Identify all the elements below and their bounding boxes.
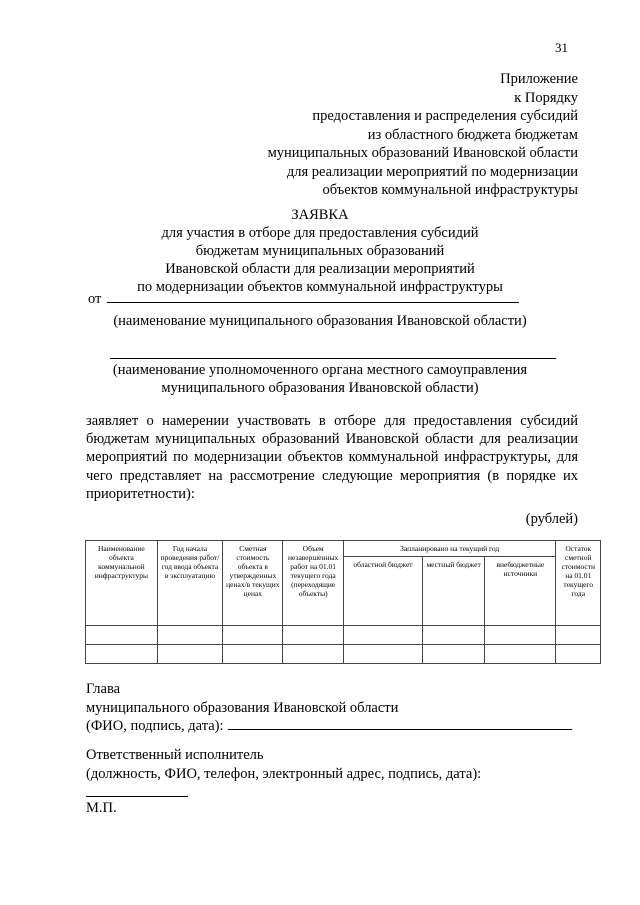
appendix-line: к Порядку [514,89,578,106]
appendix-line: Приложение [500,71,578,87]
header-local-budget: местный бюджет [423,557,485,626]
table-cell[interactable] [485,645,556,664]
table-header-row [86,541,601,557]
appendix-line: муниципальных образований Ивановской области [267,145,578,161]
application-body-text: заявляет о намерении участвовать в отборе для предоставления субсидий бюджетам муниципальных образований Ивановской области для реализации мероприятий по модернизации объектов коммунальной инфраструктуры, для чего представляет на рассмотрение следующие мероприятия (в порядке их приоритетности): [86,413,578,502]
head-municipality: муниципального образования Ивановской области [86,699,399,716]
header-regional-budget: областной бюджет [343,557,422,626]
table-cell[interactable] [223,626,283,645]
appendix-line: объектов коммунальной инфраструктуры [322,182,578,198]
table-cell[interactable] [343,626,422,645]
table-cell[interactable] [157,626,223,645]
measures-table [85,540,601,664]
from-field [88,291,558,308]
header-estimated-cost: Сметная стоимость объекта в утвержденных ценах/в текущих ценах [223,541,283,626]
responsible-title: Ответственный исполнитель [86,747,264,763]
header-start-year: Год начала проведения работ/год ввода объекта в эксплуатацию [157,541,223,626]
responsible-block [86,746,481,783]
table-cell[interactable] [86,626,158,645]
table-cell[interactable] [86,645,158,664]
organ-caption-line: (наименование уполномоченного органа местного самоуправления [112,362,528,378]
municipality-blank-line [107,292,519,303]
table-cell[interactable] [423,626,485,645]
organ-caption-line: муниципального образования Ивановской области) [161,380,479,396]
stamp-label: М.П. [86,800,117,816]
responsible-details-label: (должность, ФИО, телефон, электронный адрес, подпись, дата): [86,765,482,782]
table-cell[interactable] [283,645,344,664]
table-cell[interactable] [556,626,601,645]
table-cell[interactable] [343,645,422,664]
header-planned: Запланировано на текущий год [343,541,556,557]
responsible-signature-line[interactable] [86,796,188,797]
header-object-name: Наименование объекта коммунальной инфраструктуры [86,541,158,626]
table-cell[interactable] [157,645,223,664]
head-signature-line[interactable] [228,717,572,730]
head-signature-block [86,680,572,736]
head-signature-label: (ФИО, подпись, дата): [86,718,224,734]
table-cell[interactable] [556,645,601,664]
subtitle-line: для участия в отборе для предоставления субсидий [161,225,479,241]
appendix-line: предоставления и распределения субсидий [312,108,578,124]
table-row [86,645,601,664]
subtitle-line: Ивановской области для реализации мероприятий [165,261,475,277]
subtitle-line: бюджетам муниципальных образований [195,243,445,259]
header-remainder: Остаток сметной стоимости на 01.01 текущего года [556,541,601,626]
from-label: от [88,291,102,307]
document-title: ЗАЯВКА [291,207,349,223]
table-cell[interactable] [485,626,556,645]
table-cell[interactable] [423,645,485,664]
municipality-caption: (наименование муниципального образования Ивановской области) [113,313,527,329]
appendix-line: из областного бюджета бюджетам [367,126,578,143]
document-subtitle [0,224,640,296]
page-number: 31 [555,40,568,55]
head-signature-field [86,717,572,736]
subtitle-line: по модернизации объектов коммунальной инфраструктуры [137,279,503,295]
table-cell[interactable] [283,626,344,645]
header-offbudget: внебюджетные источники [485,557,556,626]
appendix-line: для реализации мероприятий по модернизации [286,163,578,180]
table-row [86,626,601,645]
currency-note: (рублей) [525,511,578,527]
head-title: Глава [86,681,121,697]
header-unfinished-volume: Объем незавершенных работ на 01.01 текущего года (переходящие объекты) [283,541,344,626]
appendix-header [158,70,578,200]
organ-blank-line [110,358,556,359]
table-cell[interactable] [223,645,283,664]
organ-caption [0,361,640,397]
